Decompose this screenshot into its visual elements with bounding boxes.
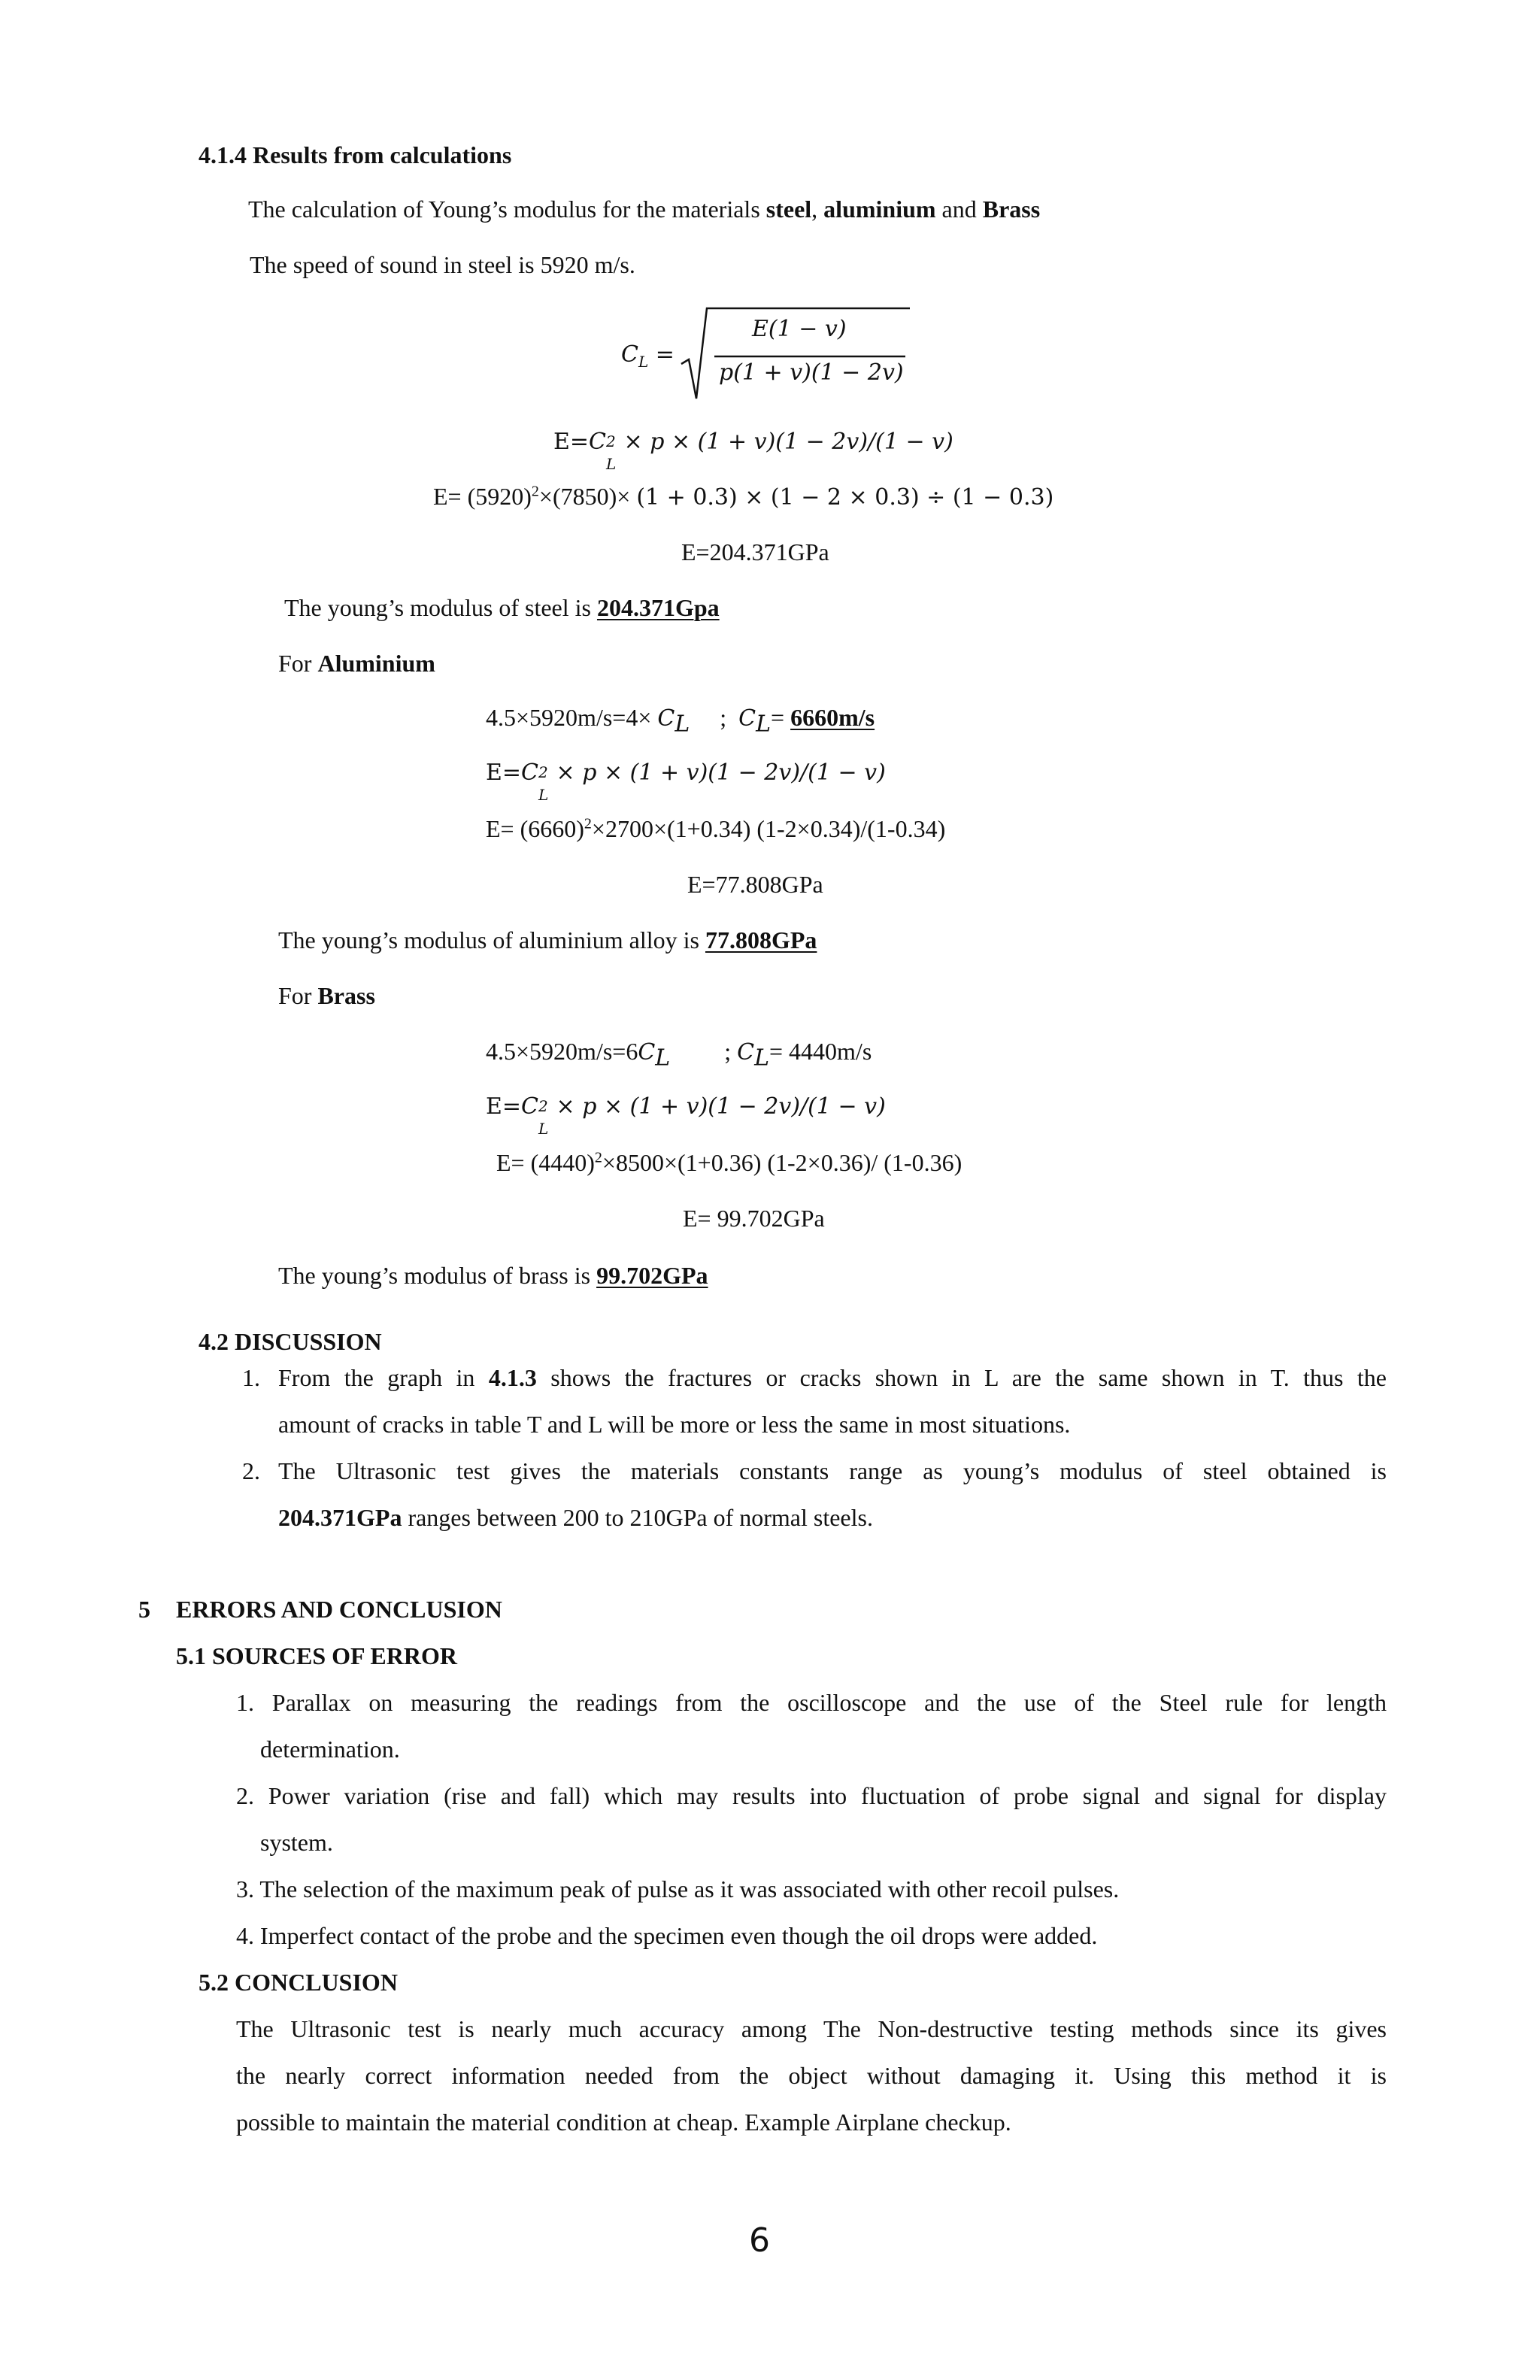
steel-result: E=204.371GPa xyxy=(681,538,829,565)
aluminium-cl2-sub: L xyxy=(756,711,772,738)
discussion-item2-value: 204.371GPa xyxy=(278,1504,402,1531)
aluminium-modulus-value: 77.808GPa xyxy=(705,926,817,954)
brass-eq2 xyxy=(496,1148,962,1178)
aluminium-cl-eq: = xyxy=(771,704,791,731)
brass-cl-sep: ; xyxy=(670,1038,738,1065)
steel-statement-text: The young’s modulus of steel is xyxy=(284,594,597,621)
brass-modulus-value: 99.702GPa xyxy=(596,1262,708,1289)
brass-eq2-pre: E= (4440) xyxy=(496,1149,595,1176)
aluminium-result: E=77.808GPa xyxy=(687,871,823,898)
aluminium-cl-value: 6660m/s xyxy=(790,704,875,731)
aluminium-eq1: E=C 2 L × p × (1 + v)(1 − 2v)/(1 − v) xyxy=(486,759,886,804)
steel-eq2-pre: E= (5920) xyxy=(433,483,532,510)
error-item3: 3. The selection of the maximum peak of pulse as it was associated with other recoil pulses. xyxy=(236,1875,1120,1902)
aluminium-eq1-rest: × p × (1 + v)(1 − 2v)/(1 − v) xyxy=(549,759,886,786)
aluminium-cl-c: C xyxy=(657,705,675,732)
cl-subscript: L xyxy=(638,353,649,371)
cl-formula-numerator: E(1 − v) xyxy=(752,316,847,342)
brass-cl-eq: = 4440m/s xyxy=(769,1038,872,1065)
aluminium-label-pre: For xyxy=(278,650,318,677)
aluminium-eq2-rest: ×2700×(1+0.34) (1-2×0.34)/(1-0.34) xyxy=(591,815,946,842)
brass-eq1: E=C 2 L × p × (1 + v)(1 − 2v)/(1 − v) xyxy=(486,1093,886,1138)
discussion-item2-post: ranges between 200 to 210GPa of normal steels. xyxy=(402,1504,873,1531)
intro-and: and xyxy=(935,196,983,223)
discussion-item2-number: 2. xyxy=(242,1457,260,1484)
discussion-item1-number: 1. xyxy=(242,1364,260,1391)
brass-cl-line xyxy=(486,1036,872,1072)
intro-aluminium: aluminium xyxy=(823,196,936,223)
brass-cl-c: C xyxy=(638,1039,656,1066)
error-item4: 4. Imperfect contact of the probe and the specimen even though the oil drops were added. xyxy=(236,1922,1098,1949)
steel-eq2-sup: 2 xyxy=(531,483,539,500)
aluminium-eq2 xyxy=(486,814,945,844)
discussion-item1-pre: From the graph in xyxy=(278,1364,489,1391)
intro-comma: , xyxy=(811,196,824,223)
aluminium-eq2-sup: 2 xyxy=(584,815,592,832)
brass-result: E= 99.702GPa xyxy=(683,1205,825,1232)
aluminium-cl2-c: C xyxy=(738,705,756,732)
aluminium-eq1-c: C xyxy=(521,759,539,786)
steel-eq1-rest: × p × (1 + v)(1 − 2v)/(1 − v) xyxy=(617,429,953,455)
aluminium-eq1-pre: E= xyxy=(486,759,522,786)
aluminium-cl-sep: ; xyxy=(690,704,739,731)
aluminium-statement-text: The young’s modulus of aluminium alloy is xyxy=(278,926,705,954)
section-heading-4-1-4: 4.1.4 Results from calculations xyxy=(199,141,512,168)
brass-label-pre: For xyxy=(278,982,318,1009)
brass-eq1-rest: × p × (1 + v)(1 − 2v)/(1 − v) xyxy=(549,1093,886,1120)
cl-formula-denominator: p(1 + v)(1 − 2v) xyxy=(719,359,904,386)
brass-cl2-sub: L xyxy=(754,1044,769,1072)
intro-text: The calculation of Young’s modulus for the materials xyxy=(248,196,766,223)
discussion-item2-line1: The Ultrasonic test gives the materials constants range as young’s modulus of steel obtained is xyxy=(278,1457,1387,1484)
brass-label-bold: Brass xyxy=(317,982,375,1009)
brass-cl-pre: 4.5×5920m/s=6 xyxy=(486,1038,638,1065)
cl-formula-lhs xyxy=(621,340,675,370)
aluminium-eq2-pre: E= (6660) xyxy=(486,815,584,842)
steel-eq2-mid: ×(7850)× xyxy=(538,483,637,510)
aluminium-label-bold: Aluminium xyxy=(317,650,435,677)
aluminium-cl-sub: L xyxy=(675,711,690,738)
cl-symbol: C xyxy=(621,341,638,368)
conclusion-heading: 5.2 CONCLUSION xyxy=(199,1969,398,1996)
conclusion-line3: possible to maintain the material condition at cheap. Example Airplane checkup. xyxy=(236,2109,1011,2136)
steel-eq1-c: C xyxy=(589,429,607,455)
steel-modulus-value: 204.371Gpa xyxy=(596,594,720,621)
discussion-item2-line2 xyxy=(278,1502,873,1533)
aluminium-cl-pre: 4.5×5920m/s=4× xyxy=(486,704,658,731)
discussion-item1-post: shows the fractures or cracks shown in L are the same shown in T. thus the xyxy=(536,1364,1387,1391)
brass-statement xyxy=(278,1260,708,1290)
intro-brass: Brass xyxy=(982,196,1041,223)
brass-eq1-pre: E= xyxy=(486,1093,522,1120)
brass-eq2-sup: 2 xyxy=(594,1149,602,1166)
steel-eq2-rest: (1 + 0.3) × (1 − 2 × 0.3) ÷ (1 − 0.3) xyxy=(636,484,1054,511)
error-item1-line1: 1. Parallax on measuring the readings from the oscilloscope and the use of the Steel rule for length xyxy=(236,1689,1387,1716)
brass-cl-sub: L xyxy=(655,1044,671,1072)
cl-equals: = xyxy=(648,341,675,368)
discussion-heading: 4.2 DISCUSSION xyxy=(199,1328,382,1355)
intro-line xyxy=(248,194,1040,224)
error-item2-line1: 2. Power variation (rise and fall) which may results into fluctuation of probe signal and signal for display xyxy=(236,1782,1387,1809)
brass-cl2-c: C xyxy=(737,1039,755,1066)
page-number: 6 xyxy=(749,2221,770,2260)
conclusion-line1: The Ultrasonic test is nearly much accuracy among The Non-destructive testing methods since its gives xyxy=(236,2015,1387,2042)
brass-statement-text: The young’s modulus of brass is xyxy=(278,1262,597,1289)
aluminium-cl-line xyxy=(486,702,875,738)
brass-eq1-c: C xyxy=(521,1093,539,1120)
section-5-number: 5 xyxy=(138,1596,150,1623)
error-item2-line2: system. xyxy=(260,1829,333,1856)
discussion-item1-line2: amount of cracks in table T and L will be more or less the same in most situations. xyxy=(278,1411,1071,1438)
brass-label xyxy=(278,981,375,1011)
steel-eq1: E=C 2 L × p × (1 + v)(1 − 2v)/(1 − v) xyxy=(553,429,953,473)
discussion-item1-ref: 4.1.3 xyxy=(488,1364,537,1391)
conclusion-line2: the nearly correct information needed from the object without damaging it. Using this method it is xyxy=(236,2062,1387,2089)
speed-of-sound-line: The speed of sound in steel is 5920 m/s. xyxy=(250,251,635,278)
aluminium-statement xyxy=(278,925,817,955)
aluminium-label xyxy=(278,648,435,678)
steel-eq2 xyxy=(433,481,1053,513)
intro-steel: steel xyxy=(765,196,812,223)
error-item1-line2: determination. xyxy=(260,1736,400,1763)
section-5-heading: ERRORS AND CONCLUSION xyxy=(176,1596,502,1623)
steel-statement xyxy=(284,593,720,623)
steel-eq1-pre: E= xyxy=(553,429,590,455)
sources-of-error-heading: 5.1 SOURCES OF ERROR xyxy=(176,1642,457,1669)
discussion-item1-line1 xyxy=(278,1363,1387,1393)
brass-eq2-rest: ×8500×(1+0.36) (1-2×0.36)/ (1-0.36) xyxy=(602,1149,962,1176)
